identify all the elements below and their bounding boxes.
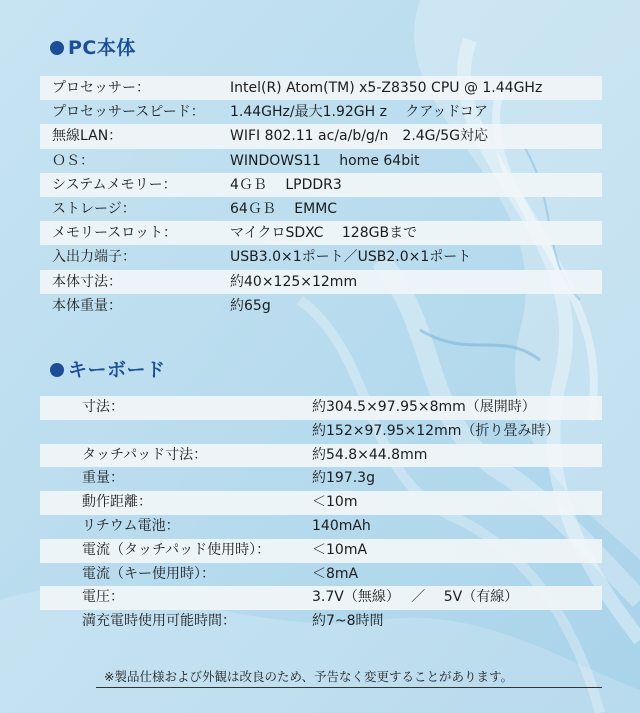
table-row (40, 563, 602, 587)
keyboard-spec-table (40, 396, 602, 634)
spec-label: 電流（キー使用時）： (82, 565, 215, 582)
spec-label: システムメモリー： (52, 176, 177, 193)
table-row (40, 100, 602, 124)
bullet-dot-icon (50, 41, 64, 55)
keyboard-section-title (50, 355, 166, 382)
table-row (40, 76, 602, 100)
table-row (40, 124, 602, 148)
spec-value: ＜8mA (312, 565, 359, 582)
spec-value: 約40×125×12mm (230, 273, 358, 290)
spec-value: ＜10m (312, 494, 358, 511)
table-row (40, 491, 602, 515)
spec-label: 寸法： (82, 399, 124, 415)
footer-divider (96, 687, 602, 688)
spec-value: 64ＧＢ EMMC (230, 200, 338, 217)
table-row (40, 197, 602, 221)
table-row (40, 467, 602, 491)
pc-section-title-text: PC本体 (68, 37, 136, 59)
spec-value: WINDOWS11 home 64bit (230, 152, 420, 169)
pc-spec-table (40, 76, 602, 318)
spec-label: プロセッサー： (52, 80, 150, 96)
spec-value: 約7~8時間 (312, 613, 384, 630)
table-row (40, 444, 602, 468)
table-row (40, 586, 602, 610)
table-row (40, 396, 602, 420)
spec-value: 1.44GHz/最大1.92GH z クアッドコア (230, 104, 488, 121)
table-row (40, 221, 602, 245)
spec-label: 電流（タッチパッド使用時）： (82, 541, 271, 558)
spec-value: 4ＧＢ LPDDR3 (230, 176, 342, 193)
spec-label: タッチパッド寸法： (82, 446, 208, 463)
table-row (40, 420, 602, 444)
spec-value: Intel(R) Atom(TM) x5-Z8350 CPU @ 1.44GHz (230, 80, 543, 96)
table-row (40, 245, 602, 269)
spec-label: 満充電時使用可能時間： (82, 613, 236, 630)
spec-value: ＜10mA (312, 541, 368, 558)
spec-label: 電圧： (82, 589, 124, 606)
footer-note: ※製品仕様および外観は改良のため、予告なく変更することがあります。 (104, 669, 513, 684)
spec-label: 入出力端子： (52, 249, 136, 266)
spec-label: 重量： (82, 470, 124, 487)
table-row (40, 149, 602, 173)
spec-value: 約197.3g (312, 470, 375, 487)
spec-value: USB3.0×1ポート／USB2.0×1ポート (230, 249, 472, 266)
spec-value: 約152×97.95×12mm（折り畳み時） (312, 422, 560, 439)
spec-value: マイクロSDXC 128GBまで (230, 225, 418, 242)
spec-value: 3.7V（無線） ／ 5V（有線） (312, 589, 519, 606)
spec-value: 約65g (230, 297, 271, 314)
table-row (40, 610, 602, 634)
spec-label: プロセッサースピード： (52, 104, 205, 121)
table-row (40, 294, 602, 318)
table-row (40, 539, 602, 563)
spec-label: ストレージ： (52, 200, 136, 217)
spec-label: ＯＳ： (52, 152, 94, 169)
spec-label: 無線LAN： (52, 128, 123, 145)
spec-value: 140mAh (312, 517, 371, 534)
table-row (40, 515, 602, 539)
keyboard-section-title-text: キーボード (68, 359, 166, 381)
spec-value: 約54.8×44.8mm (312, 446, 428, 463)
spec-label: 動作距離： (82, 494, 152, 511)
spec-label: 本体重量： (52, 297, 122, 314)
spec-value: WIFI 802.11 ac/a/b/g/n 2.4G/5G対応 (230, 128, 488, 145)
spec-value: 約304.5×97.95×8mm（展開時） (312, 399, 536, 415)
table-row (40, 173, 602, 197)
spec-label: メモリースロット： (52, 225, 178, 242)
bullet-dot-icon (50, 363, 64, 377)
pc-section-title (50, 33, 136, 60)
spec-label: リチウム電池： (82, 517, 180, 534)
spec-label: 本体寸法： (52, 273, 122, 290)
table-row (40, 270, 602, 294)
